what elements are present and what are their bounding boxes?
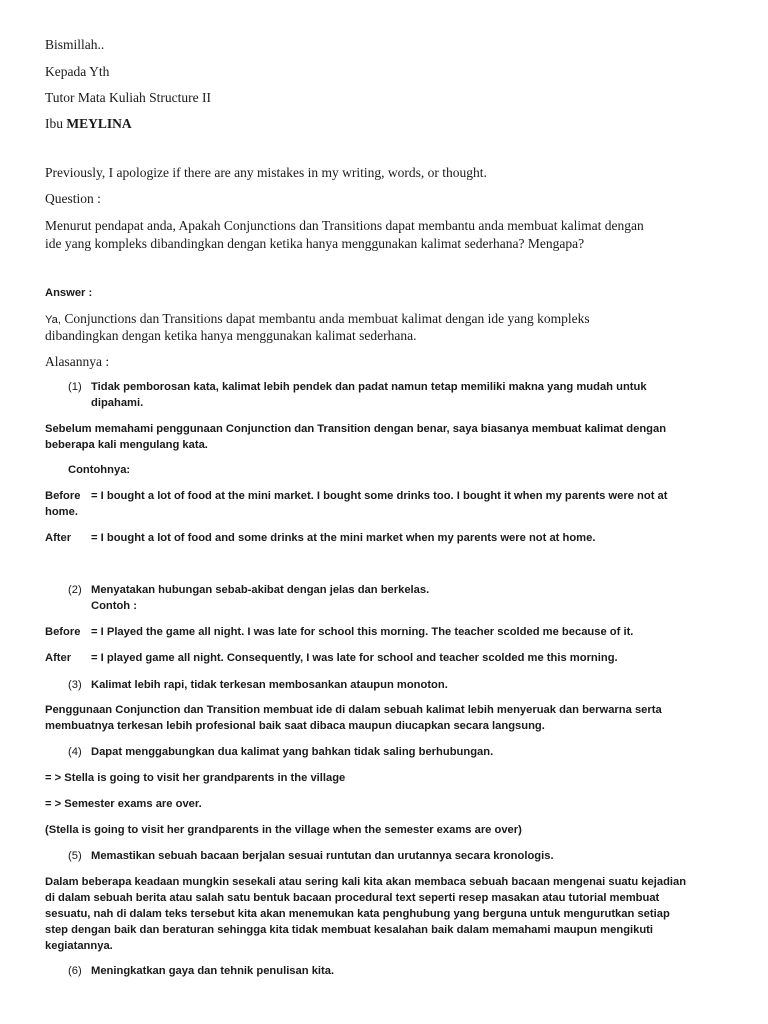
reason-1-paragraph-line-2: beberapa kali mengulang kata.	[45, 439, 208, 451]
reason-6-number: (6)	[68, 965, 82, 977]
example-2-before-text: = I Played the game all night. I was late for school this morning. The teacher scolded me because of it.	[91, 626, 634, 638]
after-label: After	[45, 652, 72, 664]
question-line-2: ide yang kompleks dibandingkan dengan ketika hanya menggunakan kalimat sederhana? Mengapa?	[45, 236, 585, 251]
reason-2-line-1: Menyatakan hubungan sebab-akibat dengan jelas dan berkelas.	[91, 584, 430, 596]
reason-4-line-1: Dapat menggabungkan dua kalimat yang bahkan tidak saling berhubungan.	[91, 746, 494, 758]
reason-3-line-1: Kalimat lebih rapi, tidak terkesan membosankan ataupun monoton.	[91, 679, 448, 691]
example-1-before	[45, 490, 668, 502]
tutor-line: Tutor Mata Kuliah Structure II	[45, 90, 211, 105]
reason-3-paragraph-line-1: Penggunaan Conjunction dan Transition membuat ide di dalam sebuah kalimat lebih menyeruak dan berwarna serta	[45, 704, 662, 716]
example-label: Contohnya:	[68, 464, 131, 476]
reason-1-number: (1)	[68, 381, 82, 393]
example-2-before	[45, 626, 633, 638]
apology-text: Previously, I apologize if there are any mistakes in my writing, words, or thought.	[45, 165, 487, 180]
reason-5-number: (5)	[68, 850, 82, 862]
reason-5-paragraph-line-4: step dengan baik dan beraturan sehingga kita tidak membuat kesalahan baik dalam memahami maupun mengikuti	[45, 924, 654, 936]
reason-1-line-1: Tidak pemborosan kata, kalimat lebih pendek dan padat namun tetap memiliki makna yang mudah untuk	[91, 381, 647, 393]
reason-4-example-2: = > Semester exams are over.	[45, 798, 202, 810]
recipient-line: Kepada Yth	[45, 64, 110, 79]
answer-label: Answer :	[45, 287, 93, 299]
example-2-after-text: = I played game all night. Consequently, I was late for school and teacher scolded me this morning.	[91, 652, 618, 664]
reason-2-example-label: Contoh :	[91, 600, 137, 612]
example-2-after	[45, 652, 618, 664]
greeting: Bismillah..	[45, 37, 105, 52]
tutor-name-line	[45, 116, 132, 132]
reason-1-paragraph-line-1: Sebelum memahami penggunaan Conjunction dan Transition dengan benar, saya biasanya membuat kalimat dengan	[45, 423, 667, 435]
after-label: After	[45, 532, 72, 544]
answer-line-2: dibandingkan dengan ketika hanya menggunakan kalimat sederhana.	[45, 328, 417, 343]
answer-line-1	[45, 311, 590, 327]
answer-line-1-text: Conjunctions dan Transitions dapat membantu anda membuat kalimat dengan ide yang kompleks	[64, 311, 590, 326]
before-label: Before	[45, 490, 81, 502]
reasons-label: Alasannya :	[45, 354, 110, 369]
example-1-after	[45, 532, 595, 544]
answer-ya: Ya,	[45, 314, 61, 326]
before-label: Before	[45, 626, 81, 638]
reason-5-paragraph-line-5: kegiatannya.	[45, 940, 113, 952]
reason-1-line-2: dipahami.	[91, 397, 144, 409]
reason-4-number: (4)	[68, 746, 82, 758]
reason-5-line-1: Memastikan sebuah bacaan berjalan sesuai runtutan dan urutannya secara kronologis.	[91, 850, 554, 862]
reason-3-number: (3)	[68, 679, 82, 691]
tutor-name: MEYLINA	[66, 116, 132, 131]
example-1-after-text: = I bought a lot of food and some drinks at the mini market when my parents were not at home.	[91, 532, 596, 544]
example-1-before-line-2: home.	[45, 506, 78, 518]
example-1-before-text: = I bought a lot of food at the mini market. I bought some drinks too. I bought it when my parents were not at	[91, 490, 668, 502]
reason-5-paragraph-line-3: sesuatu, nah di dalam teks tersebut kita akan menemukan kata penghubung yang berguna untuk mengurutkan setiap	[45, 908, 670, 920]
reason-6-line-1: Meningkatkan gaya dan tehnik penulisan kita.	[91, 965, 335, 977]
reason-5-paragraph-line-1: Dalam beberapa keadaan mungkin sesekali atau sering kali kita akan membaca sebuah bacaan mengenai suatu kejadian	[45, 876, 687, 888]
reason-5-paragraph-line-2: di dalam sebuah berita atau salah satu bentuk bacaan procedural text seperti resep masakan atau tutorial membuat	[45, 892, 660, 904]
honorific: Ibu	[45, 116, 63, 131]
reason-2-number: (2)	[68, 584, 82, 596]
question-label: Question :	[45, 191, 101, 206]
reason-4-example-1: = > Stella is going to visit her grandparents in the village	[45, 772, 346, 784]
reason-4-example-3: (Stella is going to visit her grandparents in the village when the semester exams are over)	[45, 824, 522, 836]
question-line-1: Menurut pendapat anda, Apakah Conjunctions dan Transitions dapat membantu anda membuat kalimat dengan	[45, 218, 644, 233]
reason-3-paragraph-line-2: membuatnya terkesan lebih profesional baik saat dibaca maupun diucapkan secara langsung.	[45, 720, 545, 732]
